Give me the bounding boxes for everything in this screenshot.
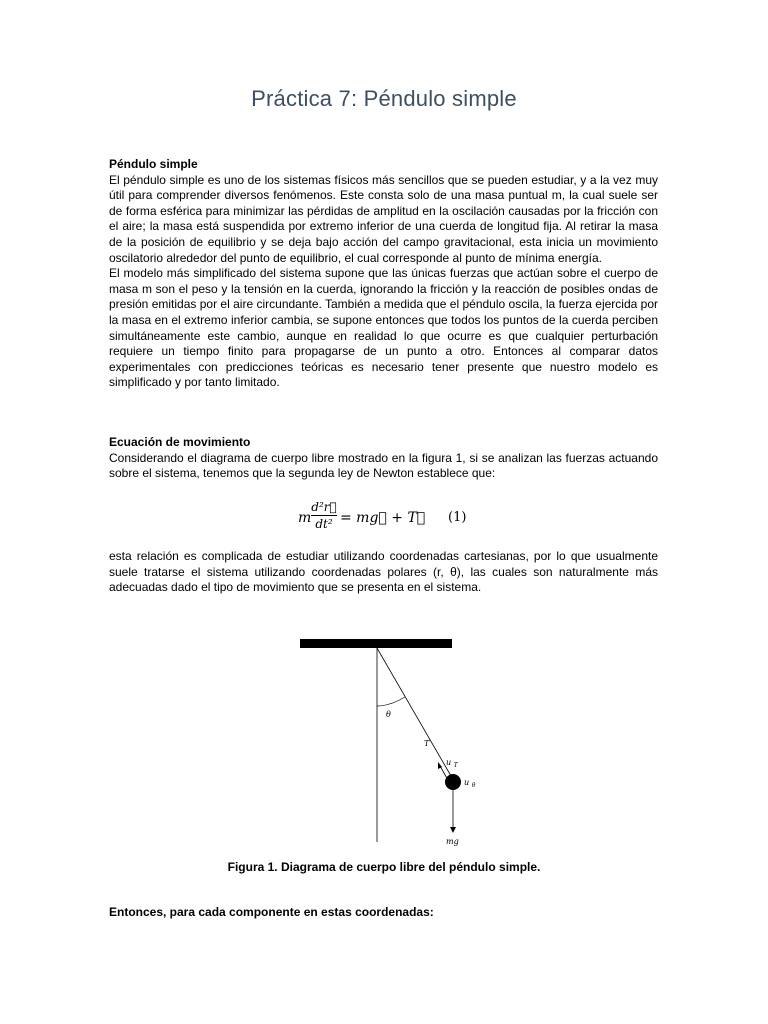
pendulum-diagram <box>298 636 478 850</box>
unit-vector-t-main: u <box>446 758 452 767</box>
equation-denominator: dt² <box>315 517 333 531</box>
equation-number: (1) <box>448 510 467 525</box>
page-title: Práctica 7: Péndulo simple <box>251 86 517 111</box>
paragraph: El péndulo simple es uno de los sistemas físicos más sencillos que se pueden estudiar, y a la vez muy útil para comprender diversos fenómenos. Este consta solo de una masa puntual m, la cual suele ser de forma esférica para minimizar las pérdidas de amplitud en la oscilación causadas por la fricción con el aire; la masa está suspendida por extremo inferior de una cuerda de longitud fija. Al retirar la masa de la posición de equilibrio y se deja bajo acción del campo gravitacional, esta inicia un movimiento oscilatorio alrededor del punto de equilibrio, el cual corresponde al punto de mínima energía. <box>109 172 658 265</box>
weight-arrowhead <box>450 827 456 833</box>
section-ecuacion-continuation <box>109 549 658 596</box>
tension-label: T <box>424 739 430 748</box>
unit-vector-t-subscript: T <box>453 762 458 769</box>
section-heading: Ecuación de movimiento <box>109 435 251 449</box>
equation-rhs: = mg⃗ + T⃗ <box>340 510 426 526</box>
theta-label: θ <box>386 710 391 719</box>
pendulum-mass <box>445 774 461 790</box>
paragraph: esta relación es complicada de estudiar utilizando coordenadas cartesianas, por lo que usualmente suele tratarse el sistema utilizando coordenadas polares (r, θ), las cuales son naturalmente más adecuadas dado el tipo de movimiento que se presenta en el sistema. <box>109 549 658 595</box>
unit-vector-theta-subscript: θ <box>471 782 476 789</box>
section-pendulo-simple <box>109 157 658 391</box>
closing-heading: Entonces, para cada componente en estas coordenadas: <box>109 905 434 919</box>
paragraph: El modelo más simplificado del sistema supone que las únicas fuerzas que actúan sobre el cuerpo de masa m son el peso y la tensión en la cuerda, ignorando la fricción y la reacción de posibles ondas de presión emitidas por el aire circundante. También a medida que el péndulo oscila, la fuerza ejercida por la masa en el extremo inferior cambia, se supone entonces que todos los puntos de la cuerda perciben simultáneamente este cambio, aunque en realidad lo que ocurre es que cualquier perturbación requiere un tiempo finito para propagarse de un punto a otro. Entonces al comparar datos experimentales con predicciones teóricas es necesario tener presente que nuestro modelo es simplificado y por tanto limitado. <box>109 266 658 390</box>
theta-arc <box>377 697 405 706</box>
unit-vector-t-label <box>446 758 459 769</box>
paragraph: Considerando el diagrama de cuerpo libre mostrado en la figura 1, si se analizan las fuerzas actuando sobre el sistema, tenemos que la segunda ley de Newton establece que: <box>109 450 658 481</box>
section-heading: Péndulo simple <box>109 157 198 171</box>
fraction-bar <box>311 515 337 516</box>
figure-caption: Figura 1. Diagrama de cuerpo libre del péndulo simple. <box>227 860 541 874</box>
section-ecuacion-movimiento <box>109 435 658 482</box>
equation-fraction <box>311 500 337 531</box>
equation-1 <box>298 500 488 536</box>
ceiling-support <box>300 639 452 648</box>
equation-mass: m <box>298 510 312 526</box>
weight-label: mg <box>446 837 459 846</box>
equation-numerator: d²r⃗ <box>311 500 337 514</box>
unit-vector-theta-label <box>464 778 476 789</box>
unit-vector-theta-main: u <box>464 778 470 787</box>
